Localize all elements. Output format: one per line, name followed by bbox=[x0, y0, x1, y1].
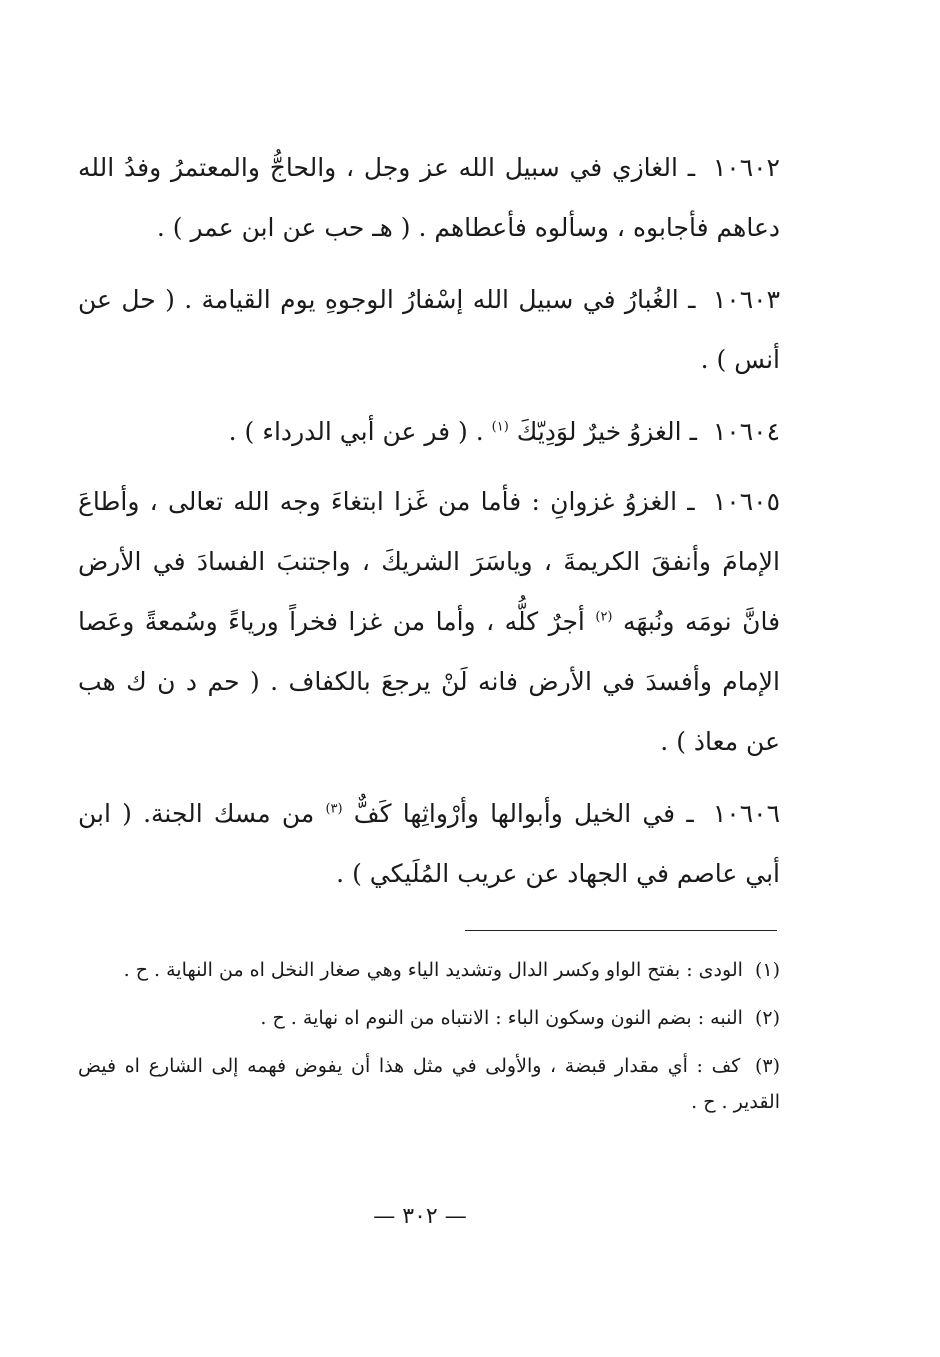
footnote-reference: (٢) bbox=[595, 609, 613, 625]
hadith-10605 bbox=[78, 472, 780, 772]
footnote-reference: (٣) bbox=[325, 801, 343, 817]
footnote-mark: (٣) bbox=[754, 1055, 780, 1077]
footnote-reference: (١) bbox=[491, 419, 509, 435]
footnote-text: الودى : بفتح الواو وكسر الدال وتشديد الياء وهي صغار النخل اه من النهاية . ح . bbox=[123, 959, 743, 981]
hadith-text-continued: أجرٌ كلُّه ، وأما من غزا فخراً ورياءً وسُمعةً وعَصا الإمام وأفسدَ في الأرض فانه لَنْ يرجعَ بالكفاف . ( حم د ن ك هب عن معاذ ) . bbox=[78, 607, 780, 756]
footnote-mark: (٢) bbox=[754, 1007, 780, 1029]
hadith-text: الغزوُ خيرٌ لوَدِيّكَ bbox=[516, 417, 682, 446]
hadith-text: الغزوُ غزوانِ : فأما من غَزا ابتغاءَ وجه الله تعالى ، وأطاعَ الإمامَ وأنفقَ الكريمةَ ، وياسَرَ الشريكَ ، واجتنبَ الفسادَ في الأرض فانَّ نومَه ونُبهَه bbox=[78, 487, 781, 636]
hadith-text: الغازي في سبيل الله عز وجل ، والحاجُّ والمعتمرُ وفدُ الله دعاهم فأجابوه ، وسألوه فأعطاهم . ( هـ حب عن ابن عمر ) . bbox=[78, 153, 780, 242]
hadith-text: الغُبارُ في سبيل الله إسْفارُ الوجوهِ يوم القيامة . ( حل عن أنس ) . bbox=[78, 285, 780, 374]
footnote-divider bbox=[465, 930, 777, 931]
footnote-3 bbox=[78, 1048, 780, 1120]
dash: ـ bbox=[687, 153, 696, 182]
hadith-number: ١٠٦٠٦ bbox=[712, 799, 780, 828]
hadith-number: ١٠٦٠٣ bbox=[712, 285, 781, 314]
footnote-text: النبه : بضم النون وسكون الباء : الانتباه من النوم اه نهاية . ح . bbox=[260, 1007, 743, 1029]
hadith-text-continued: من مسك الجنة. ( ابن أبي عاصم في الجهاد عن عريب المُلَيكي ) . bbox=[78, 799, 780, 888]
hadith-list bbox=[78, 138, 780, 916]
hadith-10604 bbox=[78, 402, 780, 462]
hadith-text: في الخيل وأبوالها وأرْواثِها كَفٌّ bbox=[353, 799, 676, 828]
dash: ـ bbox=[686, 799, 694, 828]
footnote-2 bbox=[78, 1000, 780, 1036]
footnotes bbox=[78, 952, 780, 1132]
hadith-10603 bbox=[78, 270, 780, 390]
hadith-10606 bbox=[78, 784, 780, 904]
hadith-number: ١٠٦٠٤ bbox=[712, 417, 780, 446]
footnote-1 bbox=[78, 952, 780, 988]
dash: ـ bbox=[688, 285, 696, 314]
footnote-mark: (١) bbox=[754, 959, 780, 981]
hadith-number: ١٠٦٠٥ bbox=[712, 487, 780, 516]
dash: ـ bbox=[687, 487, 695, 516]
footnote-text: كف : أي مقدار قبضة ، والأولى في مثل هذا أن يفوض فهمه إلى الشارع اه فيض القدير . ح . bbox=[78, 1055, 780, 1113]
hadith-number: ١٠٦٠٢ bbox=[712, 153, 780, 182]
dash: ـ bbox=[689, 417, 697, 446]
hadith-source: . ( فر عن أبي الدرداء ) . bbox=[228, 417, 484, 446]
hadith-10602 bbox=[78, 138, 780, 258]
page-number: — ٣٠٢ — bbox=[373, 1204, 467, 1229]
